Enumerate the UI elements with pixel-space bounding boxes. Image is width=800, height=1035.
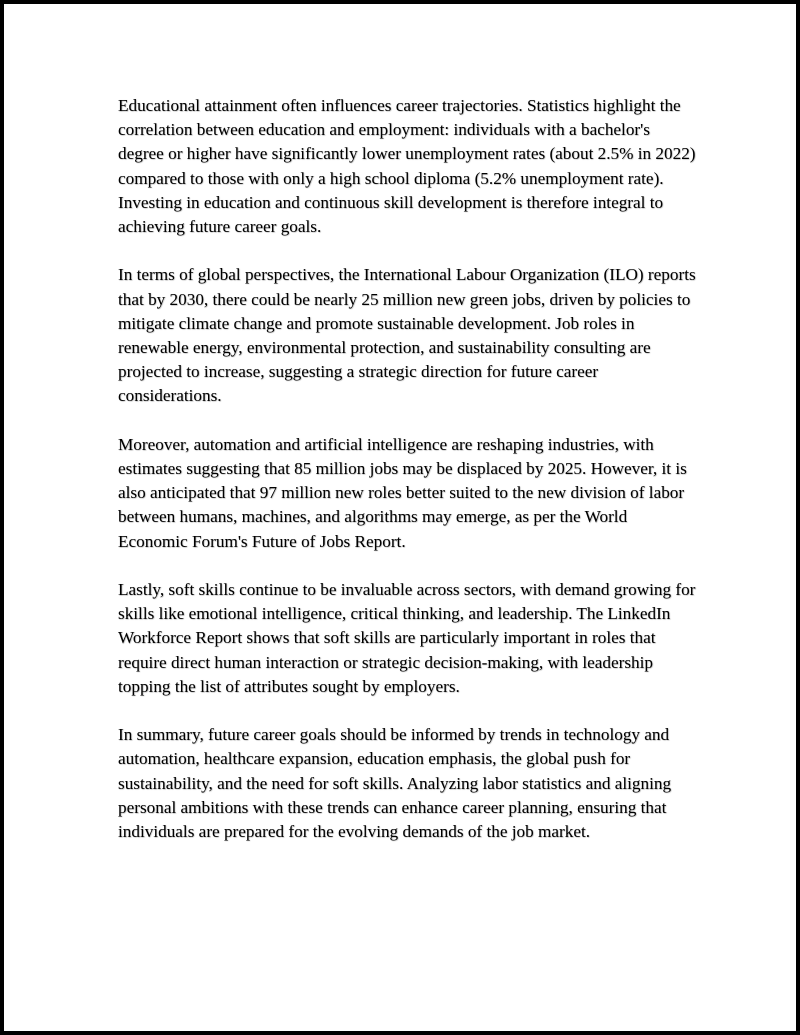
paragraph-automation: Moreover, automation and artificial intelligence are reshaping industries, with estimates suggesting that 85 million jobs may be displaced by 2025. However, it is also anticipated that 97 million new roles better suited to the new division of labor between humans, machines, and algorithms may emerge, as per the World Economic Forum's Future of Jobs Report. bbox=[118, 434, 687, 551]
document-body bbox=[118, 94, 698, 868]
paragraph-soft-skills: Lastly, soft skills continue to be invaluable across sectors, with demand growing for skills like emotional intelligence, critical thinking, and leadership. The LinkedIn Workforce Report shows that soft skills are particularly important in roles that require direct human interaction or strategic decision-making, with leadership topping the list of attributes sought by employers. bbox=[118, 580, 696, 696]
paragraph-global-perspectives: In terms of global perspectives, the International Labour Organization (ILO) reports that by 2030, there could be nearly 25 million new green jobs, driven by policies to mitigate climate change and promote sustainable development. Job roles in renewable energy, environmental protection, and sustainability consulting are projected to increase, suggesting a strategic direction for future career considerations. bbox=[118, 265, 696, 406]
paragraph-education: Educational attainment often influences career trajectories. Statistics highlight the correlation between education and employment: individuals with a bachelor's degree or higher have significantly lower unemployment rates (about 2.5% in 2022) compared to those with only a high school diploma (5.2% unemployment rate). Investing in education and continuous skill development is therefore integral to achieving future career goals. bbox=[118, 96, 696, 237]
paragraph-summary: In summary, future career goals should be informed by trends in technology and automation, healthcare expansion, education emphasis, the global push for sustainability, and the need for soft skills. Analyzing labor statistics and aligning personal ambitions with these trends can enhance career planning, ensuring that individuals are prepared for the evolving demands of the job market. bbox=[118, 725, 672, 842]
